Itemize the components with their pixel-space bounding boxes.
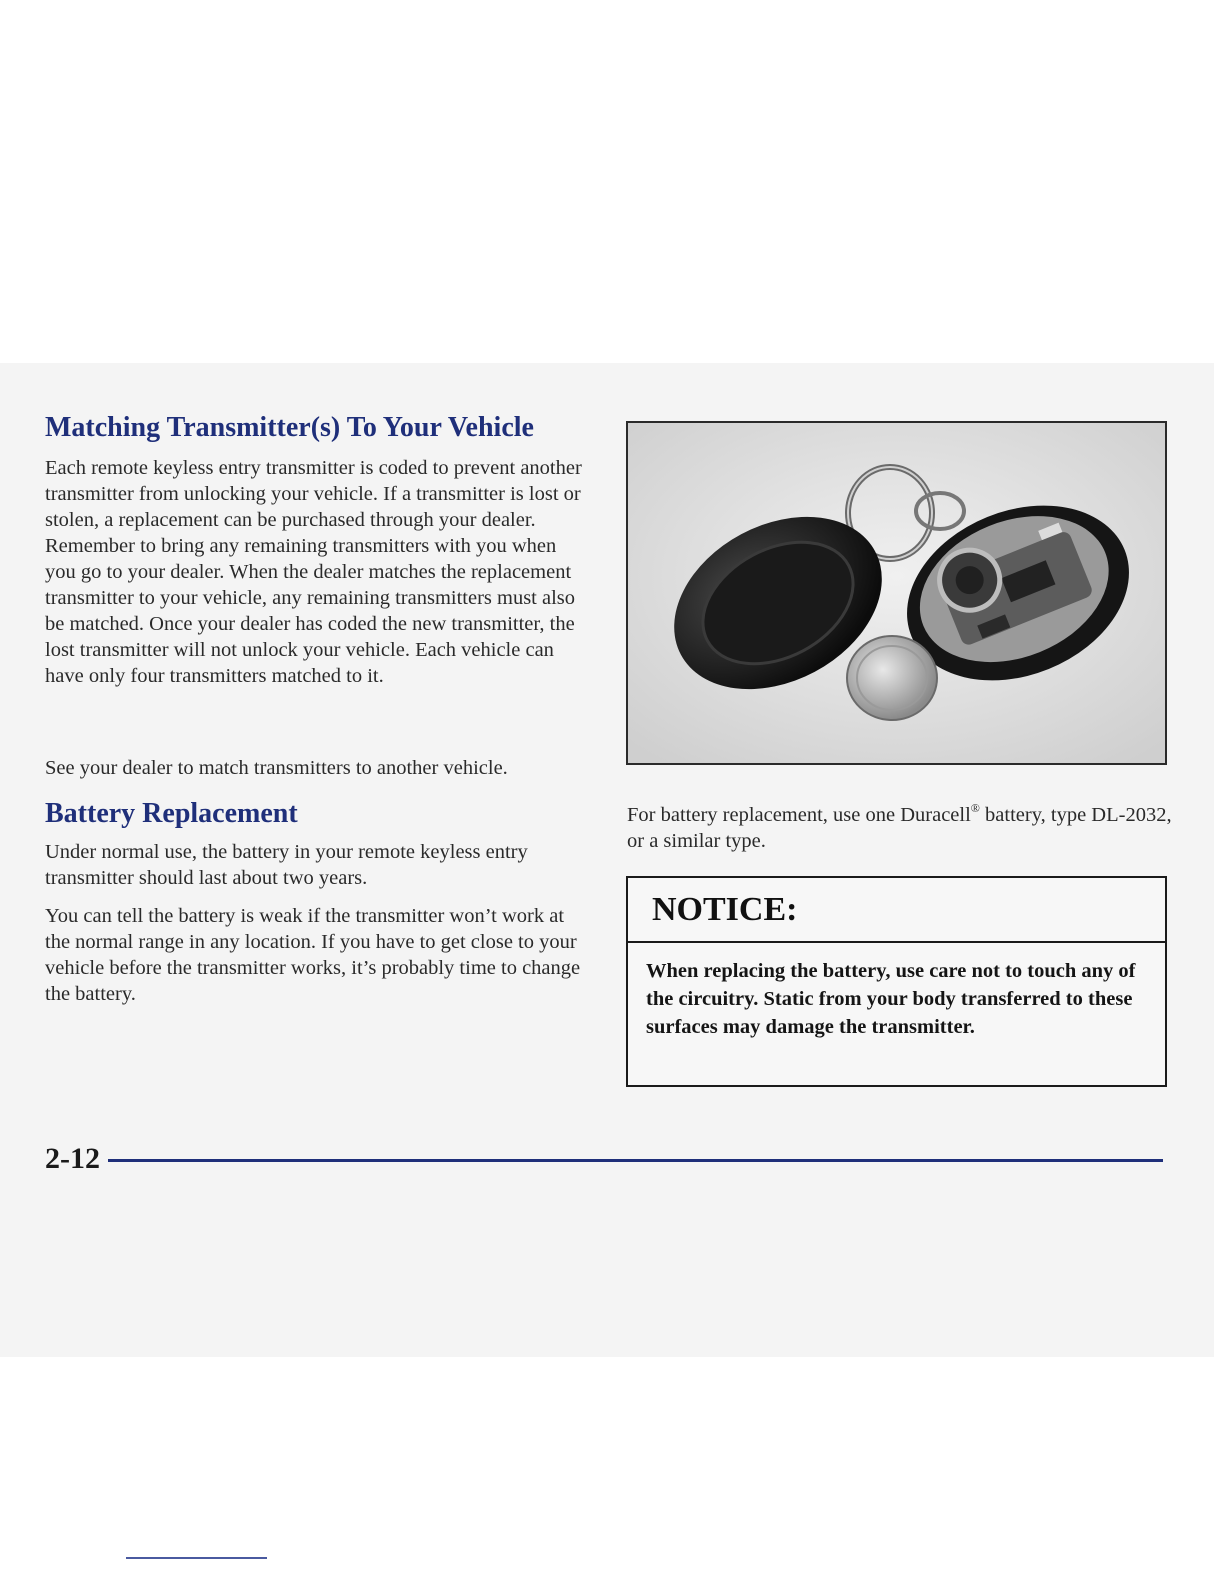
transmitter-photo <box>626 421 1167 765</box>
section-heading-matching-transmitters: Matching Transmitter(s) To Your Vehicle <box>45 412 534 443</box>
page-number: 2-12 <box>45 1142 100 1175</box>
matching-dealer-paragraph: See your dealer to match transmitters to another vehicle. <box>45 757 508 779</box>
battery-life-paragraph: Under normal use, the battery in your remote keyless entry transmitter should last about two years. <box>45 841 528 889</box>
battery-type-text-before: For battery replacement, use one Duracell <box>627 804 971 826</box>
bottom-rule <box>126 1557 267 1559</box>
battery-type-paragraph <box>627 802 1172 854</box>
notice-box <box>626 876 1167 1087</box>
registered-mark: ® <box>970 801 980 815</box>
notice-body: When replacing the battery, use care not to touch any of the circuitry. Static from your body transferred to these surfaces may damage the transmitter. <box>646 960 1136 1038</box>
battery-type-text-after: battery, type DL-2032, or a similar type. <box>627 804 1172 852</box>
notice-title: NOTICE: <box>628 878 1165 943</box>
footer-rule <box>108 1159 1163 1162</box>
section-heading-battery-replacement: Battery Replacement <box>45 798 298 829</box>
battery-weak-paragraph: You can tell the battery is weak if the transmitter won’t work at the normal range in any location. If you have to get close to your vehicle before the transmitter works, it’s probably time to change the battery. <box>45 905 581 1005</box>
matching-paragraph: Each remote keyless entry transmitter is coded to prevent another transmitter from unlocking your vehicle. If a transmitter is lost or stolen, a replacement can be purchased through your dealer. Remember to bring any remaining transmitters with you when you go to your dealer. When the dealer matches the replacement transmitter to your vehicle, any remaining transmitters must also be matched. Once your dealer has coded the new transmitter, the lost transmitter will not unlock your vehicle. Each vehicle can have only four transmitters matched to it. <box>45 457 582 687</box>
